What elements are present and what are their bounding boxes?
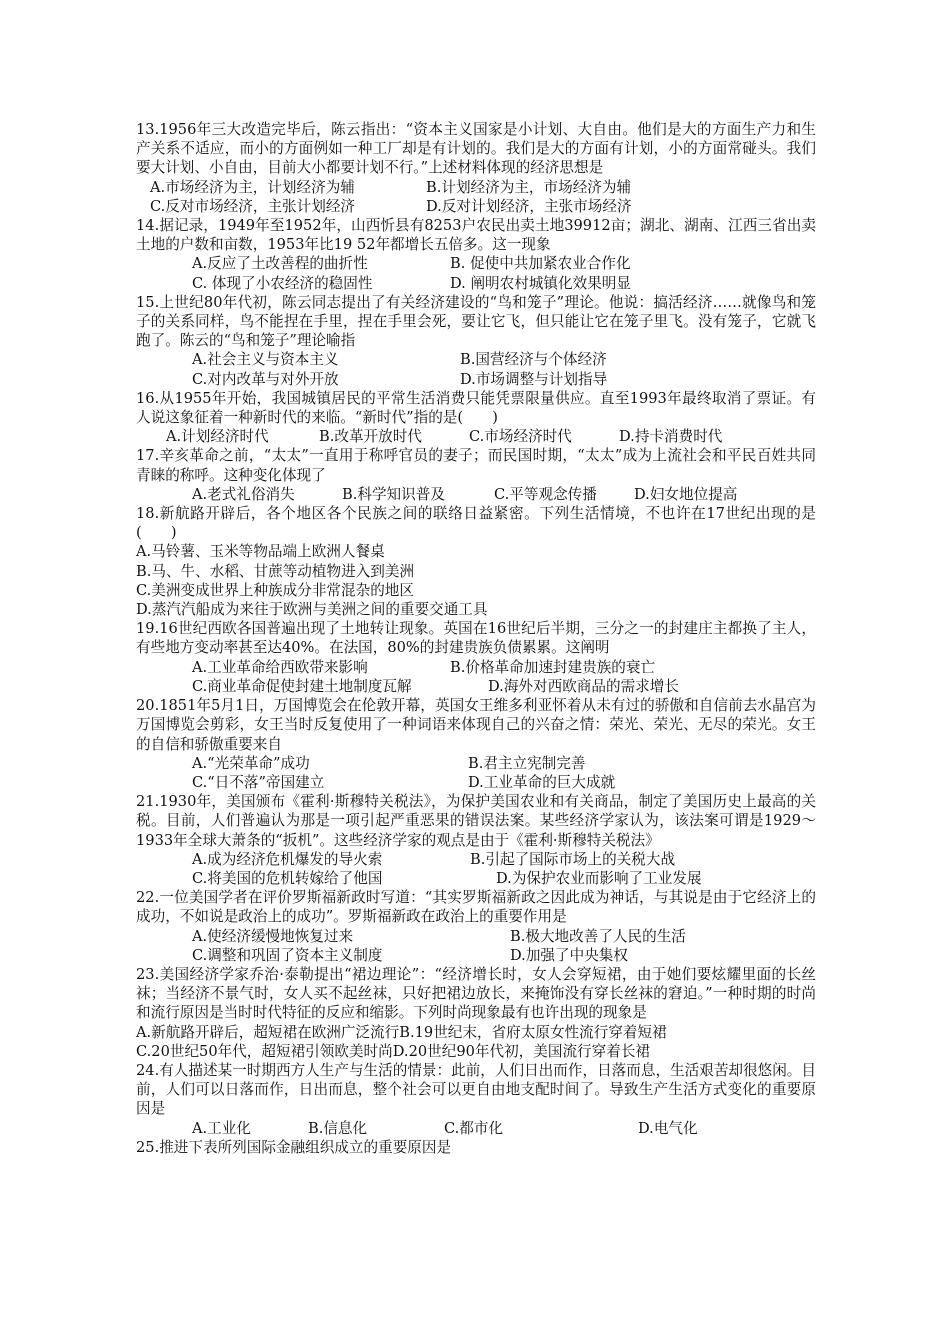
option-row — [136, 754, 816, 773]
option-a[interactable]: A.成为经济危机爆发的导火索 — [192, 850, 383, 868]
question-stem: 13.1956年三大改造完毕后，陈云指出：“资本主义国家是小计划、大自由。他们是大的方面生产力和生产关系不适应，而小的方面例如一种工厂却是有计划的。我们是大的方面有计划，小的方面常碰头。我们要大计划、小自由，目前大小都要计划不行。”上述材料体现的经济思想是 — [136, 121, 816, 177]
option-c[interactable]: C.都市化 — [444, 1119, 504, 1137]
question-15 — [136, 293, 816, 389]
question-23 — [136, 965, 816, 1061]
option-row — [136, 350, 816, 369]
question-25 — [136, 1138, 816, 1157]
option-b[interactable]: B.计划经济为主，市场经济为辅 — [426, 178, 632, 196]
option-row — [136, 542, 816, 561]
option-c[interactable]: C.市场经济时代 — [469, 428, 572, 446]
option-d[interactable]: D. 阐明农村城镇化效果明显 — [450, 274, 631, 292]
option-c[interactable]: C.反对市场经济，主张计划经济 — [150, 197, 356, 215]
option-b[interactable]: B. 促使中共加紧农业合作化 — [450, 255, 631, 273]
question-stem: 16.从1955年开始，我国城镇居民的平常生活消费只能凭票限量供应。直至1993年最终取消了票证。有人说这象征着一种新时代的来临。“新时代”指的是( ) — [136, 389, 816, 427]
option-row — [136, 1023, 816, 1042]
option-c[interactable]: C.将美国的危机转嫁给了他国 — [192, 869, 383, 887]
option-row — [136, 254, 816, 273]
question-24 — [136, 1061, 816, 1138]
option-row — [136, 677, 816, 696]
option-d[interactable]: D.电气化 — [638, 1119, 698, 1137]
option-b[interactable]: B.改革开放时代 — [319, 428, 422, 446]
question-20 — [136, 696, 816, 792]
option-b[interactable]: B.君主立宪制完善 — [468, 754, 586, 772]
option-b[interactable]: B.信息化 — [308, 1119, 368, 1137]
option-row — [136, 1042, 816, 1061]
option-a[interactable]: A.新航路开辟后，超短裙在欧洲广泛流行 — [136, 1023, 400, 1041]
question-stem: 14.据记录，1949年至1952年，山西忻县有8253户农民出卖土地39912亩；湖北、湖南、江西三省出卖土地的户数和亩数，1953年比19 52年都增长五倍多。这一现象 — [136, 217, 816, 254]
option-row — [136, 1119, 816, 1138]
option-row — [136, 197, 816, 216]
option-d[interactable]: D.20世纪90年代初，美国流行穿着长裙 — [392, 1042, 651, 1060]
question-22 — [136, 888, 816, 965]
option-a[interactable]: A.社会主义与资本主义 — [192, 351, 339, 369]
question-16 — [136, 389, 816, 447]
option-row — [136, 850, 816, 869]
option-b[interactable]: B.价格革命加速封建贵族的衰亡 — [450, 658, 656, 676]
question-stem: 25.推进下表所列国际金融组织成立的重要原因是 — [136, 1138, 452, 1156]
option-a[interactable]: A.“光荣革命”成功 — [192, 754, 310, 772]
question-stem: 24.有人描述某一时期西方人生产与生活的情景：此前，人们日出而作，日落而息，生活艰苦却很悠闲。目前，人们可以日落而作，日出而息，整个社会可以更自由地支配时间了。导致生产生活方式变化的重要原因是 — [136, 1061, 816, 1118]
option-b[interactable]: B.19世纪末，省府太原女性流行穿着短裙 — [399, 1023, 667, 1041]
option-c[interactable]: C.20世纪50年代，超短裙引领欧美时尚 — [136, 1042, 393, 1060]
option-d[interactable]: D.反对计划经济，主张市场经济 — [426, 197, 632, 215]
option-row — [136, 562, 816, 581]
question-13 — [136, 120, 816, 216]
question-stem: 19.16世纪西欧各国普遍出现了土地转让现象。英国在16世纪后半期，三分之一的封建庄主都换了主人，有些地方变动率甚至达40%。在法国，80%的封建贵族负债累累。这阐明 — [136, 620, 816, 657]
option-d[interactable]: D.市场调整与计划指导 — [460, 370, 608, 388]
question-stem: 15.上世纪80年代初，陈云同志提出了有关经济建设的“鸟和笼子”理论。他说：搞活经济……就像鸟和笼子的关系同样，鸟不能捏在手里，捏在手里会死，要让它飞，但只能让它在笼子里飞。没有笼子，它就飞跑了。陈云的“鸟和笼子”理论喻指 — [136, 293, 816, 350]
option-d[interactable]: D.加强了中央集权 — [510, 946, 628, 964]
option-a[interactable]: A.老式礼俗消失 — [192, 485, 295, 503]
option-c[interactable]: C.“日不落”帝国建立 — [192, 773, 325, 791]
question-sheet — [136, 120, 816, 1157]
option-d[interactable]: D.工业革命的巨大成就 — [468, 773, 616, 791]
option-a[interactable]: A.市场经济为主，计划经济为辅 — [150, 178, 355, 196]
question-19 — [136, 619, 816, 696]
question-stem: 21.1930年，美国颁布《霍利·斯穆特关税法》，为保护美国农业和有关商品，制定了美国历史上最高的关税。目前，人们普遍认为那是一项引起严重恶果的错误法案。某些经济学家认为，该法案可谓是1929～1933年全球大萧条的“扳机”。这些经济学家的观点是由于《霍利·斯穆特关税法》 — [136, 793, 816, 849]
option-d[interactable]: D.海外对西欧商品的需求增长 — [488, 677, 679, 695]
option-b[interactable]: B.科学知识普及 — [342, 485, 445, 503]
question-18 — [136, 504, 816, 619]
option-d[interactable]: D.妇女地位提高 — [634, 485, 738, 503]
option-b[interactable]: B.国营经济与个体经济 — [460, 351, 607, 369]
question-stem: 17.辛亥革命之前，“太太”一直用于称呼官员的妻子；而民国时期，“太太”成为上流社会和平民百姓共同青睐的称呼。这种变化体现了 — [136, 447, 816, 484]
option-row — [136, 178, 816, 197]
option-row — [136, 274, 816, 293]
option-row — [136, 427, 816, 446]
option-a[interactable]: A.计划经济时代 — [166, 428, 269, 446]
option-row — [136, 485, 816, 504]
option-row — [136, 773, 816, 792]
option-d[interactable]: D.蒸汽汽船成为来往于欧洲与美洲之间的重要交通工具 — [136, 601, 488, 619]
question-stem: 22.一位美国学者在评价罗斯福新政时写道：“其实罗斯福新政之因此成为神话，与其说是由于它经济上的成功，不如说是政治上的成功”。罗斯福新政在政治上的重要作用是 — [136, 889, 816, 926]
option-a[interactable]: A.工业化 — [192, 1119, 251, 1137]
option-row — [136, 600, 816, 619]
option-a[interactable]: A.使经济缓慢地恢复过来 — [192, 927, 354, 945]
question-stem: 20.1851年5月1日，万国博览会在伦敦开幕，英国女王维多利亚怀着从未有过的骄傲和自信前去水晶宫为万国博览会剪彩，女王当时反复使用了一种词语来体现自己的兴奋之情：荣光、荣光、无尽的荣光。女王的自信和骄傲重要来自 — [136, 697, 816, 753]
question-14 — [136, 216, 816, 293]
option-d[interactable]: D.持卡消费时代 — [619, 428, 723, 446]
option-row — [136, 946, 816, 965]
option-row — [136, 658, 816, 677]
option-b[interactable]: B.马、牛、水稻、甘蔗等动植物进入到美洲 — [136, 562, 415, 580]
option-b[interactable]: B.极大地改善了人民的生活 — [510, 927, 686, 945]
option-row — [136, 869, 816, 888]
option-c[interactable]: C.对内改革与对外开放 — [192, 370, 339, 388]
option-row — [136, 370, 816, 389]
option-c[interactable]: C.美洲变成世界上种族成分非常混杂的地区 — [136, 581, 414, 599]
question-21 — [136, 792, 816, 888]
option-c[interactable]: C.平等观念传播 — [494, 485, 597, 503]
option-row — [136, 927, 816, 946]
question-stem: 23.美国经济学家乔治·泰勒提出“裙边理论”：“经济增长时，女人会穿短裙，由于她们要炫耀里面的长丝袜；当经济不景气时，女人买不起丝袜，只好把裙边放长，来掩饰没有穿长丝袜的窘迫。”一种时期的时尚和流行原因是当时时代特征的反应和缩影。下列时尚现象最有也许出现的现象是 — [136, 965, 816, 1022]
option-d[interactable]: D.为保护农业而影响了工业发展 — [496, 869, 702, 887]
option-c[interactable]: C.商业革命促使封建土地制度瓦解 — [192, 677, 412, 695]
option-c[interactable]: C.调整和巩固了资本主义制度 — [192, 946, 383, 964]
option-c[interactable]: C. 体现了小农经济的稳固性 — [192, 274, 373, 292]
option-a[interactable]: A.工业革命给西欧带来影响 — [192, 658, 368, 676]
question-17 — [136, 446, 816, 504]
question-stem: 18.新航路开辟后，各个地区各个民族之间的联络日益紧密。下列生活情境，不也许在17世纪出现的是( ) — [136, 505, 816, 542]
option-b[interactable]: B.引起了国际市场上的关税大战 — [470, 850, 676, 868]
option-a[interactable]: A.反应了土改善程的曲折性 — [192, 255, 368, 273]
option-row — [136, 581, 816, 600]
option-a[interactable]: A.马铃薯、玉米等物品端上欧洲人餐桌 — [136, 543, 385, 561]
